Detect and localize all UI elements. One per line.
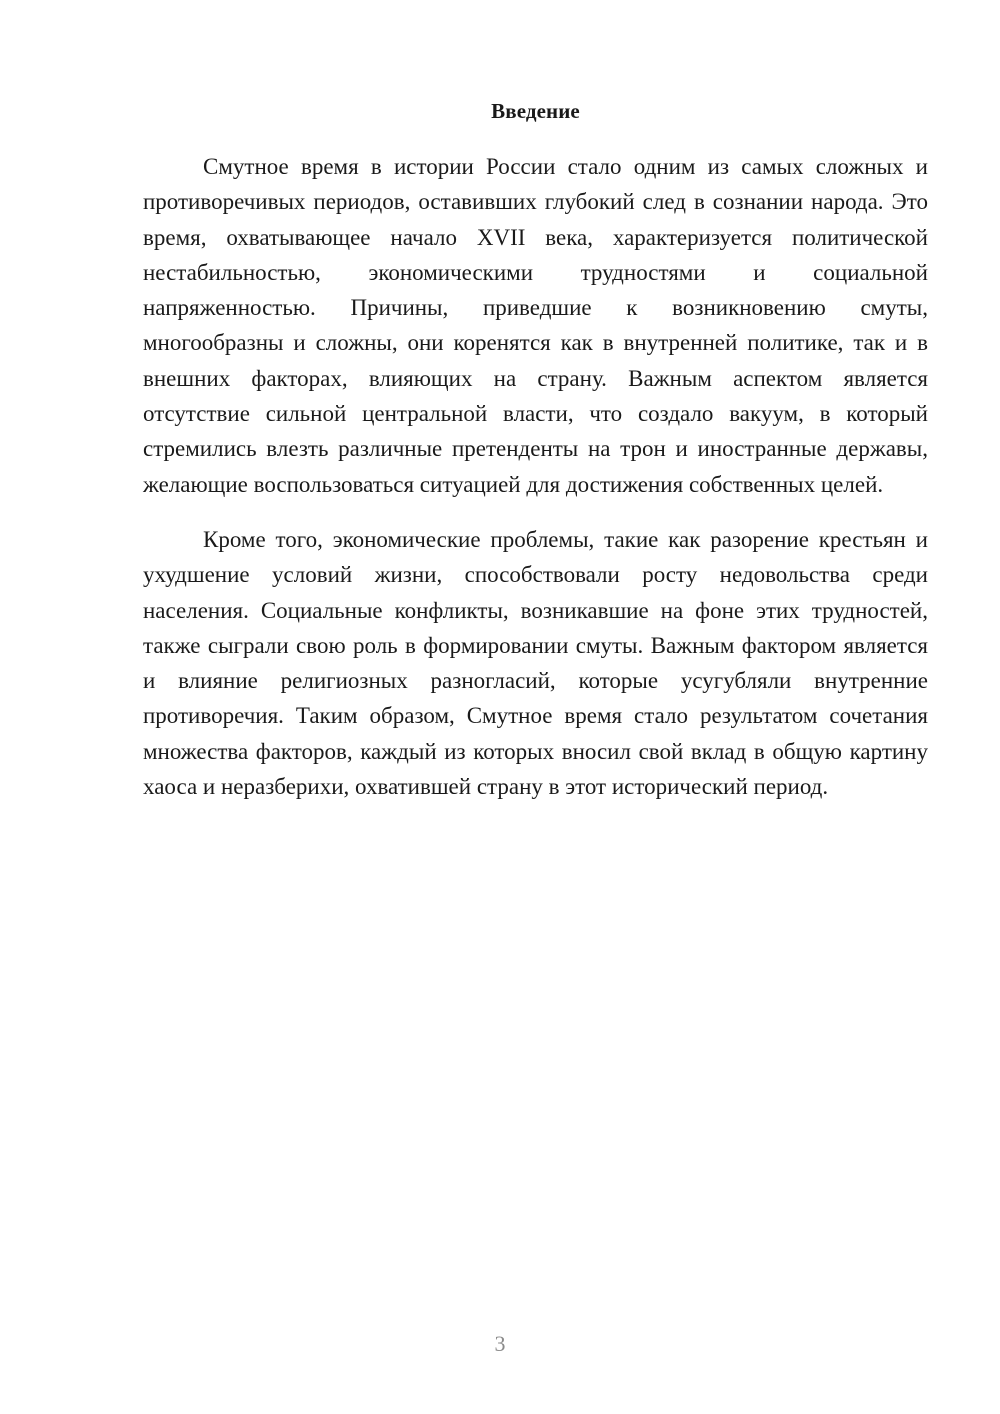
section-title: Введение	[491, 99, 580, 123]
paragraph-2: Кроме того, экономические проблемы, такие как разорение крестьян и ухудшение условий жизни, способствовали росту недовольства среди населения. Социальные конфликты, возникавшие на фоне этих трудностей, также сыграли свою роль в формировании смуты. Важным фактором является и влияние религиозных разногласий, которые усугубляли внутренние противоречия. Таким образом, Смутное время стало результатом сочетания множества факторов, каждый из которых вносил свой вклад в общую картину хаоса и неразберихи, охватившей страну в этот исторический период.	[143, 526, 928, 800]
page-number: 3	[494, 1331, 506, 1356]
paragraph-1: Смутное время в истории России стало одним из самых сложных и противоречивых периодов, оставивших глубокий след в сознании народа. Это время, охватывающее начало XVII века, характеризуется политической нестабильностью, экономическими трудностями и социальной напряженностью. Причины, приведшие к возникновению смуты, многообразны и сложны, они коренятся как в внутренней политике, так и в внешних факторах, влияющих на страну. Важным аспектом является отсутствие сильной центральной власти, что создало вакуум, в который стремились влезть различные претенденты на трон и иностранные державы, желающие воспользоваться ситуацией для достижения собственных целей.	[143, 154, 928, 497]
page-content	[143, 93, 928, 804]
